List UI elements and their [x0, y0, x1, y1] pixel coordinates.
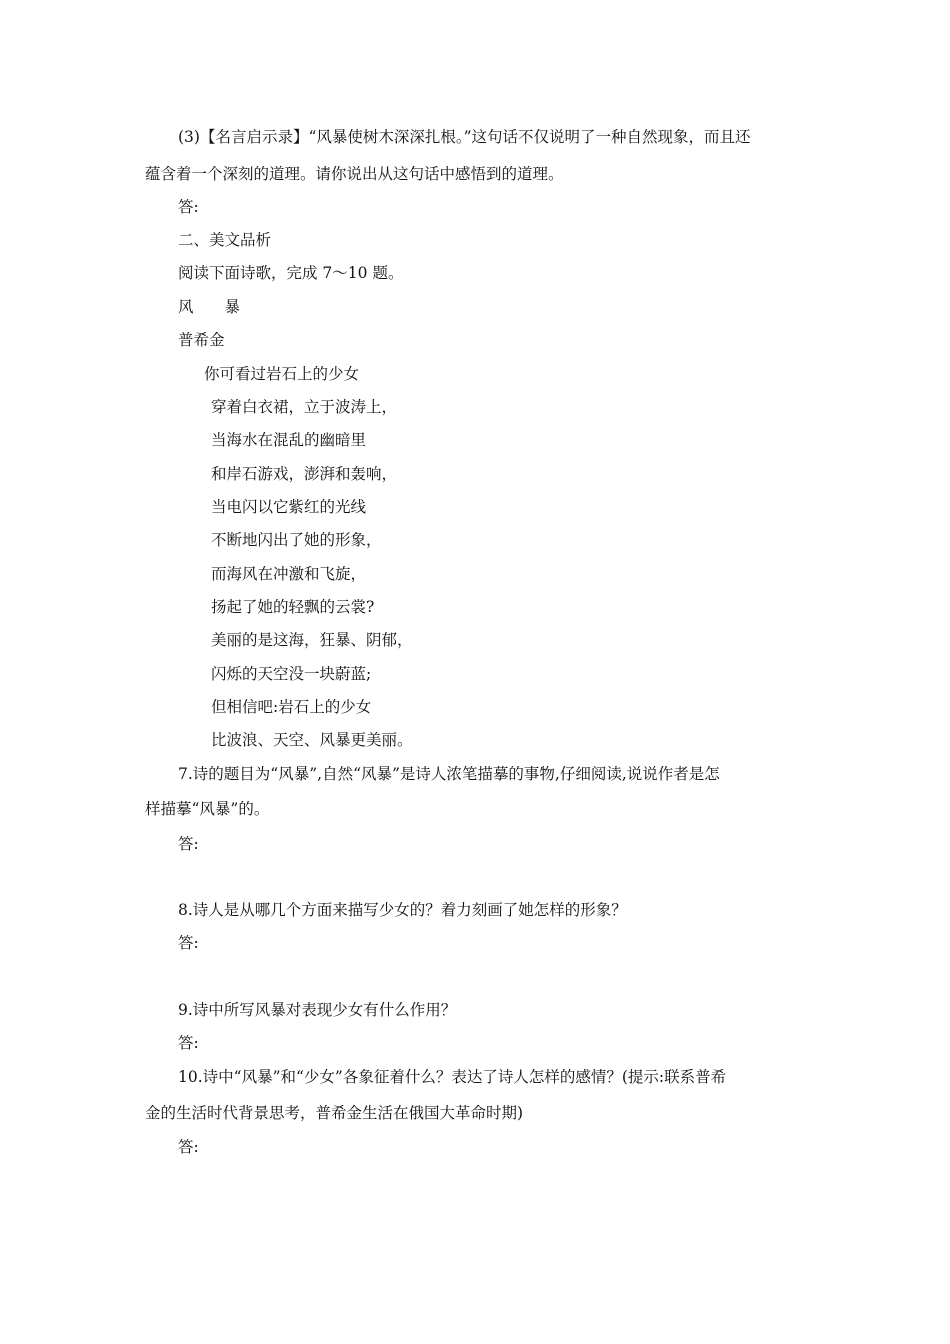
- poem-author: 普希金: [178, 331, 225, 349]
- q8-answer-label: 答:: [178, 934, 199, 952]
- poem-line: 当电闪以它紫红的光线: [211, 498, 367, 516]
- section-instruction: 阅读下面诗歌，完成 7～10 题。: [178, 264, 404, 282]
- poem-line: 闪烁的天空没一块蔚蓝;: [211, 665, 372, 683]
- poem-line: 不断地闪出了她的形象，: [211, 531, 382, 549]
- q3-answer-label: 答:: [178, 198, 199, 216]
- q3-text-line2: 蕴含着一个深刻的道理。请你说出从这句话中感悟到的道理。: [145, 165, 564, 183]
- q10-text-line2: 金的生活时代背景思考，普希金生活在俄国大革命时期): [145, 1104, 524, 1122]
- poem-line: 穿着白衣裙，立于波涛上，: [211, 398, 398, 416]
- q9-answer-label: 答:: [178, 1034, 199, 1052]
- q10-text-line1: 10.诗中“风暴”和“少女”各象征着什么？表达了诗人怎样的感情？(提示:联系普希: [178, 1068, 727, 1086]
- q7-answer-label: 答:: [178, 835, 199, 853]
- poem-line: 但相信吧:岩石上的少女: [211, 698, 372, 716]
- poem-line: 当海水在混乱的幽暗里: [211, 431, 367, 449]
- poem-title: 风 暴: [178, 298, 241, 316]
- poem-line: 扬起了她的轻飘的云裳?: [211, 598, 375, 616]
- poem-line: 比波浪、天空、风暴更美丽。: [211, 731, 413, 749]
- q7-text-line2: 样描摹“风暴”的。: [145, 800, 270, 818]
- q7-text-line1: 7.诗的题目为“风暴”,自然“风暴”是诗人浓笔描摹的事物,仔细阅读,说说作者是怎: [178, 765, 720, 783]
- poem-line: 你可看过岩石上的少女: [204, 365, 360, 383]
- q10-answer-label: 答:: [178, 1138, 199, 1156]
- q8-text-line1: 8.诗人是从哪几个方面来描写少女的？着力刻画了她怎样的形象？: [178, 901, 627, 919]
- q9-text-line1: 9.诗中所写风暴对表现少女有什么作用？: [178, 1001, 457, 1019]
- poem-line: 和岸石游戏，澎湃和轰响，: [211, 465, 398, 483]
- poem-line: 而海风在冲激和飞旋，: [211, 565, 367, 583]
- section-heading: 二、美文品析: [178, 231, 272, 249]
- poem-line: 美丽的是这海，狂暴、阴郁，: [211, 631, 413, 649]
- q3-text-line1: (3)【名言启示录】“风暴使树木深深扎根。”这句话不仅说明了一种自然现象，而且还: [178, 128, 751, 146]
